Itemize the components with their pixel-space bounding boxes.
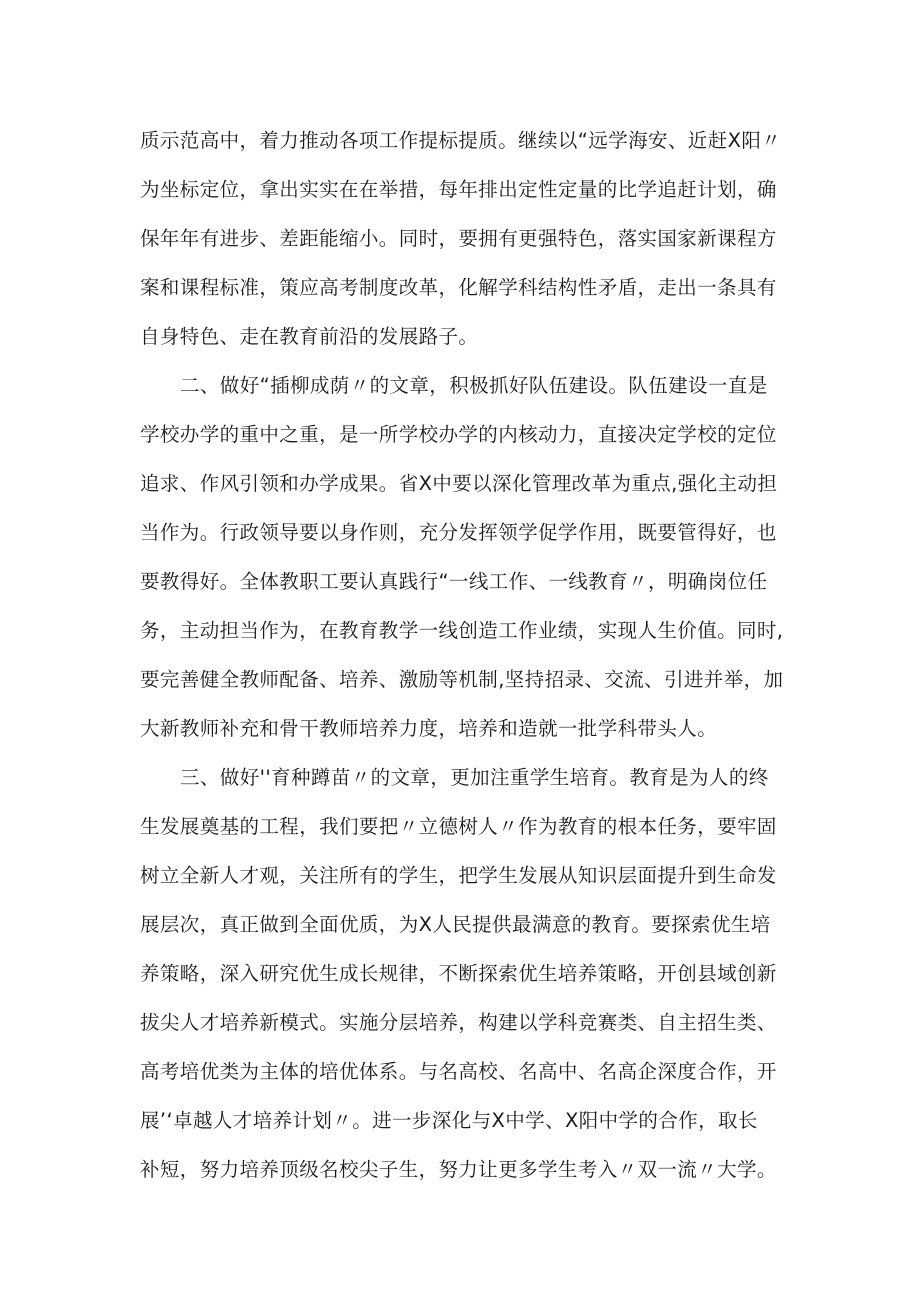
text-line: 要教得好。全体教职工要认真践行“一线工作、一线教育〃，明确岗位任 [140,570,768,593]
text-line: 大新教师补充和骨干教师培养力度，培养和造就一批学科带头人。 [140,717,718,740]
text-line: 三、做好''育种蹲苗〃的文章，更加注重学生培育。教育是为人的终 [180,766,769,789]
text-line: 案和课程标准，策应高考制度改革，化解学科结构性矛盾，走出一条具有 [140,276,777,299]
text-line: 学校办学的重中之重，是一所学校办学的内核动力，直接决定学校的定位 [140,423,777,446]
text-line: 要完善健全教师配备、培养、激励等机制,坚持招录、交流、引进并举，加 [140,668,784,691]
text-line: 展层次，真正做到全面优质，为X人民提供最满意的教育。要探索优生培 [140,913,771,936]
text-line: 高考培优类为主体的培优体系。与名高校、名高中、名高企深度合作，开 [140,1060,777,1083]
text-line: 生发展奠基的工程，我们要把〃立德树人〃作为教育的根本任务，要牢固 [140,815,777,838]
text-line: 拔尖人才培养新模式。实施分层培养，构建以学科竞赛类、自主招生类、 [140,1011,777,1034]
text-line: 自身特色、走在教育前沿的发展路子。 [140,325,479,348]
text-line: 保年年有进步、差距能缩小。同时，要拥有更强特色，落实国家新课程方 [140,227,777,250]
text-line: 展’‘卓越人才培养计划〃。进一步深化与X中学、X阳中学的合作，取长 [140,1109,758,1132]
text-line: 追求、作风引领和办学成果。省X中要以深化管理改革为重点,强化主动担 [140,472,778,495]
text-line: 二、做好“插柳成荫〃的文章，积极抓好队伍建设。队伍建设一直是 [180,374,768,397]
text-line: 为坐标定位，拿出实实在在举措，每年排出定性定量的比学追赶计划，确 [140,178,777,201]
text-line: 务，主动担当作为，在教育教学一线创造工作业绩，实现人生价值。同时, [140,619,784,642]
text-line: 质示范高中，着力推动各项工作提标提质。继续以“远学海安、近赶X阳〃 [140,129,782,152]
text-line: 养策略，深入研究优生成长规律，不断探索优生培养策略，开创县域创新 [140,962,777,985]
text-line: 当作为。行政领导要以身作则，充分发挥领学促学作用，既要管得好，也 [140,521,777,544]
text-line: 补短，努力培养顶级名校尖子生，努力让更多学生考入〃双一流〃大学。 [140,1158,777,1181]
text-line: 树立全新人才观，关注所有的学生，把学生发展从知识层面提升到生命发 [140,864,777,887]
